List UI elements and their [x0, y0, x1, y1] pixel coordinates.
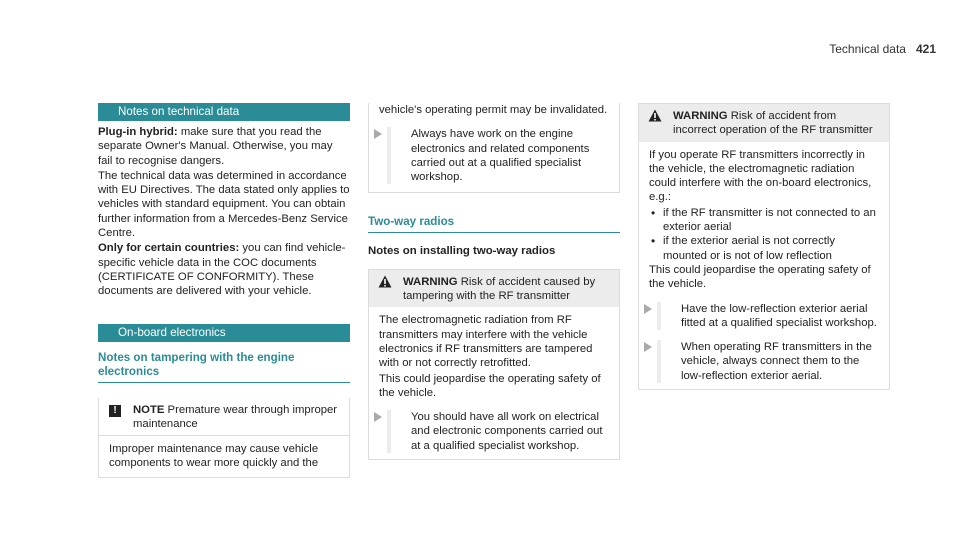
note-header — [99, 398, 349, 436]
label-plugin-hybrid: Plug-in hybrid: — [98, 126, 178, 138]
paragraph-eu-directives: The technical data was determined in accordance with EU Directives. The data stated only applies to vehicles with standard equipment. You can obtain further information from a Mercedes-Benz Service Centre. — [98, 169, 350, 240]
warning-body — [369, 307, 619, 459]
list-item: • if the RF transmitter is not connected to an exterior aerial — [663, 206, 881, 235]
action-text-electrical: You should have all work on electrical and electronic components carried out at a qualified specialist workshop. — [411, 411, 603, 452]
header-section-title: Technical data — [829, 42, 906, 56]
paragraph-plugin-hybrid — [98, 125, 350, 168]
play-arrow-icon — [374, 129, 382, 139]
warning-title: Risk of accident caused by tampering with the RF transmitter — [403, 275, 596, 303]
warning-body-paragraph-1: If you operate RF transmitters incorrectly in the vehicle, the electromagnetic radiation could interfere with the on-board electronics, e.g.: — [649, 148, 872, 204]
action-text-engine: Always have work on the engine electronics and related components carried out at a qualified specialist workshop. — [411, 128, 590, 184]
play-arrow-icon — [374, 412, 382, 422]
list-item: • if the exterior aerial is not correctly mounted or is not of low reflection — [663, 234, 881, 263]
warning-box-incorrect-operation — [638, 103, 890, 390]
warning-body-paragraph-2: This could jeopardise the operating safety of the vehicle. — [649, 263, 871, 291]
warning-header — [639, 104, 889, 142]
warning-body-paragraph-1: The electromagnetic radiation from RF transmitters may interfere with the vehicle electronics if RF transmitters are tampered with or not correctly retrofitted. — [379, 314, 593, 370]
heading-tampering-engine: Notes on tampering with the engine electronics — [98, 351, 350, 383]
paragraph-certain-countries — [98, 241, 350, 298]
warning-body-paragraph-2: This could jeopardise the operating safety of the vehicle. — [379, 372, 601, 399]
heading-two-way-radios: Two-way radios — [368, 215, 620, 233]
action-step-electrical — [387, 410, 611, 453]
subheading-installing-radios: Notes on installing two-way radios — [368, 245, 556, 258]
exclamation-square-icon: ! — [109, 405, 121, 417]
column-1 — [98, 103, 350, 478]
warning-body — [639, 142, 889, 389]
play-arrow-icon — [644, 304, 652, 314]
note-box — [98, 398, 350, 478]
action-step-aerial-fitting — [657, 302, 881, 331]
page-header — [829, 42, 936, 56]
warning-label: WARNING — [403, 275, 458, 288]
warning-label: WARNING — [673, 110, 728, 122]
warning-box-tampering — [368, 269, 620, 460]
label-certain-countries: Only for certain countries: — [98, 242, 240, 255]
section-bar-onboard-electronics: On-board electronics — [98, 324, 350, 342]
note-continuation-text: vehicle's operating permit may be invalidated. — [379, 104, 608, 116]
note-title: Premature wear through improper maintenance — [133, 403, 338, 430]
note-label: NOTE — [133, 403, 165, 416]
text-plugin-hybrid: make sure that you read the separate Owner's Manual. Otherwise, you may fail to recognise dangers. — [98, 126, 333, 167]
warning-triangle-icon — [378, 275, 392, 288]
column-3 — [638, 103, 890, 390]
text-certain-countries: you can find vehicle-specific vehicle data in the COC documents (CERTIFICATE OF CONFORMITY). These documents are delivered with your vehicle. — [98, 242, 346, 298]
column-2 — [368, 103, 620, 460]
warning-title: Risk of accident from incorrect operation of the RF transmitter — [673, 110, 873, 137]
action-step-engine — [387, 127, 611, 184]
play-arrow-icon — [644, 342, 652, 352]
warning-triangle-icon — [648, 109, 662, 122]
page-number: 421 — [915, 42, 936, 56]
note-body: Improper maintenance may cause vehicle components to wear more quickly and the — [99, 435, 349, 477]
action-text-aerial-connect: When operating RF transmitters in the vehicle, always connect them to the low-reflection exterior aerial. — [681, 341, 872, 382]
warning-header — [369, 270, 619, 308]
action-text-aerial-fitting: Have the low-reflection exterior aerial fitted at a qualified specialist workshop. — [681, 302, 877, 329]
section-bar-technical-data: Notes on technical data — [98, 103, 350, 121]
action-step-aerial-connect — [657, 340, 881, 383]
note-continuation-box — [368, 103, 620, 193]
bullet-list — [649, 206, 881, 263]
